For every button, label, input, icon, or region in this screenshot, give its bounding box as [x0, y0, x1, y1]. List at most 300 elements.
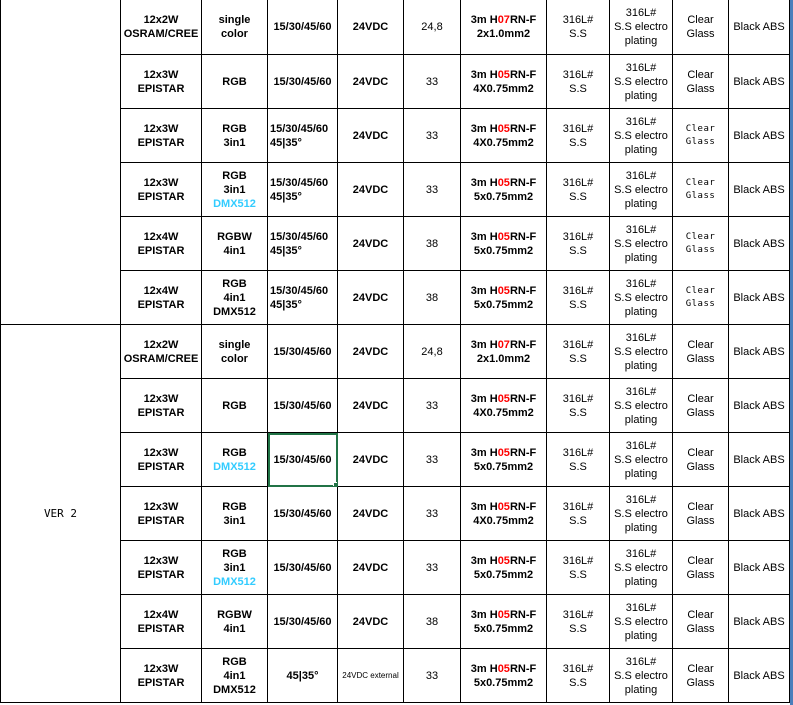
voltage-cell[interactable]: 24VDC: [338, 541, 404, 595]
beam-angle-cell[interactable]: [268, 541, 338, 595]
cell-line: Clear: [687, 68, 714, 81]
cable-cell[interactable]: [461, 595, 547, 649]
finish-cell[interactable]: [610, 487, 673, 541]
cell-line: S.S: [569, 514, 587, 527]
cell-line: Glass: [685, 136, 716, 147]
lens-cell[interactable]: [673, 271, 729, 325]
body-material-cell[interactable]: [547, 217, 610, 271]
cell-line: Clear: [687, 446, 714, 459]
lamp-cell[interactable]: [121, 325, 202, 379]
cell-line: plating: [624, 197, 658, 210]
color-cell[interactable]: [202, 649, 268, 703]
cell-line: Glass: [686, 352, 715, 365]
cell-line: S.S electro: [614, 345, 668, 358]
voltage-cell[interactable]: 24VDC: [338, 487, 404, 541]
cable-type: [461, 446, 546, 460]
cable-spec: 4X0.75mm2: [473, 136, 534, 149]
beam-angle-cell[interactable]: [268, 433, 338, 487]
cell-line: S.S: [569, 676, 587, 689]
cell-line: OSRAM/CREE: [123, 352, 199, 365]
cell-line: EPISTAR: [137, 622, 185, 635]
cell-line: S.S: [569, 82, 587, 95]
power-cell[interactable]: 33: [404, 379, 461, 433]
cell-line: EPISTAR: [137, 460, 185, 473]
beam-angle-cell[interactable]: [268, 595, 338, 649]
table-row: [1, 0, 790, 55]
cable-type: [461, 176, 546, 190]
color-cell[interactable]: [202, 109, 268, 163]
body-material-cell[interactable]: [547, 109, 610, 163]
cell-line: Glass: [686, 622, 715, 635]
lens-cell[interactable]: [673, 55, 729, 109]
cell-line: EPISTAR: [137, 298, 185, 311]
color-cell[interactable]: [202, 379, 268, 433]
cell-line: 316L#: [562, 230, 594, 243]
cell-line: 12x3W: [143, 122, 179, 135]
finish-cell[interactable]: [610, 271, 673, 325]
cable-code: 05: [497, 230, 510, 243]
body-material-cell[interactable]: [547, 595, 610, 649]
voltage-cell[interactable]: 24VDC: [338, 109, 404, 163]
cell-line: 316L#: [562, 14, 594, 26]
lens-cell[interactable]: [673, 487, 729, 541]
cell-line: 316L#: [562, 68, 594, 81]
cell-line: 12x3W: [143, 554, 179, 567]
cell-line: 316L#: [625, 115, 657, 128]
housing-cell[interactable]: Black ABS: [729, 109, 790, 163]
power-cell[interactable]: 33: [404, 109, 461, 163]
finish-cell[interactable]: [610, 325, 673, 379]
finish-cell[interactable]: [610, 55, 673, 109]
color-cell[interactable]: [202, 0, 268, 55]
finish-cell[interactable]: [610, 433, 673, 487]
cable-cell[interactable]: [461, 55, 547, 109]
cable-prefix: 3m H: [470, 122, 498, 135]
cable-suffix: RN-F: [509, 122, 537, 135]
cell-line: 316L#: [562, 446, 594, 459]
housing-cell[interactable]: Black ABS: [729, 649, 790, 703]
cable-code: 05: [497, 446, 510, 459]
cell-line: single: [218, 338, 251, 351]
lens-cell[interactable]: [673, 0, 729, 55]
cell-line: Glass: [686, 406, 715, 419]
cable-spec: 5x0.75mm2: [473, 460, 534, 473]
cell-line: EPISTAR: [137, 406, 185, 419]
cable-cell[interactable]: [461, 487, 547, 541]
body-material-cell[interactable]: [547, 325, 610, 379]
cell-line: 316L#: [625, 7, 657, 19]
cable-code: 05: [497, 662, 510, 675]
cell-line: RGB: [222, 399, 247, 412]
cell-line: Glass: [685, 244, 716, 255]
voltage-cell[interactable]: 24VDC: [338, 595, 404, 649]
cell-line: S.S: [569, 190, 587, 203]
housing-cell[interactable]: Black ABS: [729, 163, 790, 217]
voltage-cell[interactable]: 24VDC: [338, 271, 404, 325]
cell-line: 3in1: [223, 514, 246, 527]
cell-line: 316L#: [625, 331, 657, 344]
color-cell[interactable]: [202, 595, 268, 649]
power-cell[interactable]: 24,8: [404, 0, 461, 55]
housing-cell[interactable]: Black ABS: [729, 325, 790, 379]
cable-suffix: RN-F: [509, 554, 537, 567]
cable-code: 05: [497, 392, 510, 405]
finish-cell[interactable]: [610, 109, 673, 163]
cable-suffix: RN-F: [509, 662, 537, 675]
color-cell[interactable]: [202, 325, 268, 379]
lamp-cell[interactable]: [121, 217, 202, 271]
housing-cell[interactable]: Black ABS: [729, 217, 790, 271]
cable-prefix: 3m H: [470, 338, 498, 351]
color-cell[interactable]: [202, 433, 268, 487]
lamp-cell[interactable]: [121, 595, 202, 649]
cell-line: RGB: [222, 500, 247, 513]
cable-type: [461, 662, 546, 676]
lens-cell[interactable]: [673, 325, 729, 379]
cell-line: 45|35°: [286, 669, 319, 682]
cell-line: RGB: [222, 547, 247, 560]
cable-type: [461, 392, 546, 406]
body-material-cell[interactable]: [547, 55, 610, 109]
beam-angle-cell[interactable]: [268, 379, 338, 433]
voltage-cell[interactable]: 24VDC: [338, 217, 404, 271]
beam-angle-cell[interactable]: [268, 109, 338, 163]
power-cell[interactable]: 33: [404, 541, 461, 595]
lens-cell[interactable]: [673, 217, 729, 271]
beam-angle-cell[interactable]: [268, 55, 338, 109]
cell-line: 15/30/45/60: [273, 507, 332, 520]
power-cell[interactable]: 38: [404, 271, 461, 325]
housing-cell[interactable]: Black ABS: [729, 379, 790, 433]
cable-spec: 2x1.0mm2: [476, 28, 531, 40]
lens-cell[interactable]: [673, 595, 729, 649]
cell-line: Glass: [686, 28, 715, 40]
cell-line: plating: [624, 521, 658, 534]
cell-line: plating: [624, 683, 658, 696]
lamp-cell[interactable]: [121, 649, 202, 703]
cell-line: 15/30/45/60: [273, 21, 332, 33]
cable-cell[interactable]: [461, 0, 547, 55]
cell-line: Clear: [687, 662, 714, 675]
cable-spec: 2x1.0mm2: [476, 352, 531, 365]
cell-line: Clear: [685, 231, 716, 242]
voltage-cell[interactable]: 24VDC: [338, 379, 404, 433]
beam-angle-cell[interactable]: [268, 217, 338, 271]
dmx-label: DMX512: [213, 575, 256, 588]
cell-line: 316L#: [625, 223, 657, 236]
cell-line: single: [218, 14, 251, 26]
lamp-cell[interactable]: [121, 541, 202, 595]
cell-line: S.S electro: [614, 507, 668, 520]
cable-cell[interactable]: [461, 379, 547, 433]
cell-line: 15/30/45/60: [270, 284, 329, 297]
voltage-cell[interactable]: 24VDC: [338, 433, 404, 487]
power-cell[interactable]: 38: [404, 595, 461, 649]
color-cell[interactable]: [202, 487, 268, 541]
cable-cell[interactable]: [461, 109, 547, 163]
cable-cell[interactable]: [461, 163, 547, 217]
finish-cell[interactable]: [610, 541, 673, 595]
cell-line: 15/30/45/60: [273, 561, 332, 574]
power-cell[interactable]: 33: [404, 649, 461, 703]
cell-line: 316L#: [562, 392, 594, 405]
lamp-cell[interactable]: [121, 109, 202, 163]
cable-spec: 5x0.75mm2: [473, 676, 534, 689]
cable-suffix: RN-F: [509, 284, 537, 297]
cable-prefix: 3m H: [470, 554, 498, 567]
fill-handle[interactable]: [333, 482, 338, 487]
cell-line: S.S: [569, 406, 587, 419]
cell-line: plating: [624, 467, 658, 480]
cell-line: 15/30/45/60: [273, 453, 332, 466]
cable-code: 07: [497, 14, 510, 26]
lens-cell[interactable]: [673, 541, 729, 595]
cell-line: 45|35°: [270, 244, 302, 257]
cell-line: S.S electro: [614, 183, 668, 196]
voltage-cell[interactable]: 24VDC external: [338, 649, 404, 703]
cell-line: EPISTAR: [137, 136, 185, 149]
cell-line: 316L#: [562, 284, 594, 297]
lamp-cell[interactable]: [121, 163, 202, 217]
cell-line: Clear: [687, 608, 714, 621]
cable-type: [461, 500, 546, 514]
cell-line: S.S electro: [614, 399, 668, 412]
cable-type: [461, 284, 546, 298]
lamp-cell[interactable]: [121, 487, 202, 541]
beam-angle-cell[interactable]: [268, 163, 338, 217]
cell-line: EPISTAR: [137, 514, 185, 527]
cell-line: plating: [624, 143, 658, 156]
cable-cell[interactable]: [461, 217, 547, 271]
beam-angle-cell[interactable]: [268, 325, 338, 379]
cell-line: DMX512: [213, 683, 256, 696]
cable-prefix: 3m H: [470, 662, 498, 675]
cell-line: 12x3W: [143, 68, 179, 81]
lamp-cell[interactable]: [121, 433, 202, 487]
power-cell[interactable]: 38: [404, 217, 461, 271]
finish-cell[interactable]: [610, 595, 673, 649]
cell-line: 316L#: [625, 439, 657, 452]
cell-line: RGB: [222, 75, 247, 88]
housing-cell[interactable]: Black ABS: [729, 433, 790, 487]
cell-line: plating: [624, 359, 658, 372]
voltage-cell[interactable]: 24VDC: [338, 163, 404, 217]
power-cell[interactable]: 33: [404, 433, 461, 487]
cell-line: Clear: [685, 123, 716, 134]
cable-prefix: 3m H: [470, 284, 498, 297]
cable-code: 05: [497, 68, 510, 81]
cell-line: 316L#: [625, 655, 657, 668]
finish-cell[interactable]: [610, 379, 673, 433]
cable-spec: 5x0.75mm2: [473, 622, 534, 635]
lamp-cell[interactable]: [121, 379, 202, 433]
cable-suffix: RN-F: [509, 608, 537, 621]
finish-cell[interactable]: [610, 217, 673, 271]
housing-cell[interactable]: Black ABS: [729, 487, 790, 541]
body-material-cell[interactable]: [547, 163, 610, 217]
cell-line: RGBW: [217, 230, 252, 243]
group-cell-blank[interactable]: [1, 0, 121, 325]
cable-cell[interactable]: [461, 649, 547, 703]
body-material-cell[interactable]: [547, 379, 610, 433]
cell-line: EPISTAR: [137, 190, 185, 203]
voltage-cell[interactable]: 24VDC: [338, 0, 404, 55]
power-cell[interactable]: 24,8: [404, 325, 461, 379]
cable-spec: 4X0.75mm2: [473, 82, 534, 95]
cable-code: 05: [497, 500, 510, 513]
finish-cell[interactable]: [610, 0, 673, 55]
power-cell[interactable]: 33: [404, 163, 461, 217]
beam-angle-cell[interactable]: [268, 649, 338, 703]
cable-cell[interactable]: [461, 325, 547, 379]
body-material-cell[interactable]: [547, 433, 610, 487]
lens-cell[interactable]: [673, 109, 729, 163]
housing-cell[interactable]: Black ABS: [729, 0, 790, 55]
cell-line: Clear: [687, 554, 714, 567]
cable-suffix: RN-F: [509, 338, 537, 351]
lens-cell[interactable]: [673, 163, 729, 217]
cable-cell[interactable]: [461, 433, 547, 487]
lens-cell[interactable]: [673, 379, 729, 433]
cell-line: 12x2W: [143, 338, 179, 351]
voltage-cell[interactable]: 24VDC: [338, 325, 404, 379]
cell-line: plating: [624, 413, 658, 426]
dmx-label: DMX512: [213, 197, 256, 210]
cell-line: 316L#: [562, 608, 594, 621]
cell-line: OSRAM/CREE: [123, 28, 199, 40]
power-cell[interactable]: 33: [404, 487, 461, 541]
lamp-cell[interactable]: [121, 55, 202, 109]
cell-line: Clear: [687, 392, 714, 405]
cable-code: 07: [497, 338, 510, 351]
cell-line: 316L#: [562, 662, 594, 675]
cell-line: 4in1: [223, 244, 246, 257]
color-cell[interactable]: [202, 163, 268, 217]
cell-line: 45|35°: [270, 190, 302, 203]
cell-line: S.S electro: [614, 453, 668, 466]
housing-cell[interactable]: Black ABS: [729, 271, 790, 325]
finish-cell[interactable]: [610, 163, 673, 217]
cable-code: 05: [497, 176, 510, 189]
body-material-cell[interactable]: [547, 271, 610, 325]
color-cell[interactable]: [202, 271, 268, 325]
cell-line: 12x4W: [143, 230, 179, 243]
group-cell-ver2[interactable]: VER 2: [1, 325, 121, 703]
cable-suffix: RN-F: [509, 176, 537, 189]
cell-line: S.S: [569, 460, 587, 473]
cell-line: Clear: [685, 177, 716, 188]
cell-line: RGB: [222, 169, 247, 182]
cell-line: 15/30/45/60: [273, 345, 332, 358]
cell-line: S.S electro: [614, 21, 668, 33]
cell-line: S.S: [569, 568, 587, 581]
cell-line: S.S: [569, 136, 587, 149]
beam-angle-cell[interactable]: [268, 0, 338, 55]
cable-type: [461, 338, 546, 352]
cell-line: 316L#: [625, 547, 657, 560]
cell-line: S.S electro: [614, 129, 668, 142]
cell-line: 15/30/45/60: [273, 615, 332, 628]
housing-cell[interactable]: Black ABS: [729, 55, 790, 109]
cable-spec: 4X0.75mm2: [473, 406, 534, 419]
cell-line: S.S: [569, 28, 587, 40]
cell-line: 316L#: [625, 493, 657, 506]
lens-cell[interactable]: [673, 649, 729, 703]
cell-line: S.S electro: [614, 291, 668, 304]
cell-line: 316L#: [625, 61, 657, 74]
cable-cell[interactable]: [461, 271, 547, 325]
cell-line: S.S: [569, 622, 587, 635]
cell-line: 316L#: [625, 169, 657, 182]
color-cell[interactable]: [202, 217, 268, 271]
housing-cell[interactable]: Black ABS: [729, 595, 790, 649]
color-cell[interactable]: [202, 541, 268, 595]
body-material-cell[interactable]: [547, 0, 610, 55]
body-material-cell[interactable]: [547, 649, 610, 703]
color-cell[interactable]: [202, 55, 268, 109]
cell-line: EPISTAR: [137, 82, 185, 95]
cell-line: Glass: [686, 460, 715, 473]
cell-line: EPISTAR: [137, 676, 185, 689]
cell-line: plating: [624, 35, 658, 47]
voltage-cell[interactable]: 24VDC: [338, 55, 404, 109]
lamp-cell[interactable]: [121, 271, 202, 325]
cell-line: 12x3W: [143, 392, 179, 405]
cable-cell[interactable]: [461, 541, 547, 595]
cable-prefix: 3m H: [470, 500, 498, 513]
lens-cell[interactable]: [673, 433, 729, 487]
cell-line: plating: [624, 251, 658, 264]
lamp-cell[interactable]: [121, 0, 202, 55]
cell-line: RGB: [222, 446, 247, 459]
cable-prefix: 3m H: [470, 230, 498, 243]
cell-line: Clear: [685, 285, 716, 296]
cell-line: 4in1: [223, 622, 246, 635]
body-material-cell[interactable]: [547, 541, 610, 595]
cell-line: plating: [624, 629, 658, 642]
beam-angle-cell[interactable]: [268, 271, 338, 325]
body-material-cell[interactable]: [547, 487, 610, 541]
cell-line: RGB: [222, 277, 247, 290]
power-cell[interactable]: 33: [404, 55, 461, 109]
cell-line: plating: [624, 305, 658, 318]
cable-prefix: 3m H: [470, 608, 498, 621]
cell-line: 15/30/45/60: [270, 230, 329, 243]
cell-line: 12x3W: [143, 500, 179, 513]
cell-line: 12x3W: [143, 662, 179, 675]
cell-line: 12x4W: [143, 284, 179, 297]
cell-line: 316L#: [625, 385, 657, 398]
cell-line: Glass: [685, 298, 716, 309]
cell-line: RGB: [222, 122, 247, 135]
housing-cell[interactable]: Black ABS: [729, 541, 790, 595]
cell-line: 12x4W: [143, 608, 179, 621]
cell-line: Clear: [687, 338, 714, 351]
cable-type: [461, 230, 546, 244]
cell-line: 316L#: [562, 554, 594, 567]
cable-code: 05: [497, 554, 510, 567]
cell-line: Glass: [685, 190, 716, 201]
finish-cell[interactable]: [610, 649, 673, 703]
beam-angle-cell[interactable]: [268, 487, 338, 541]
cell-line: DMX512: [213, 305, 256, 318]
cell-line: 3in1: [223, 136, 246, 149]
cell-line: plating: [624, 89, 658, 102]
cable-suffix: RN-F: [509, 14, 537, 26]
cable-prefix: 3m H: [470, 14, 498, 26]
cell-line: Glass: [686, 568, 715, 581]
cell-line: Clear: [687, 14, 714, 26]
